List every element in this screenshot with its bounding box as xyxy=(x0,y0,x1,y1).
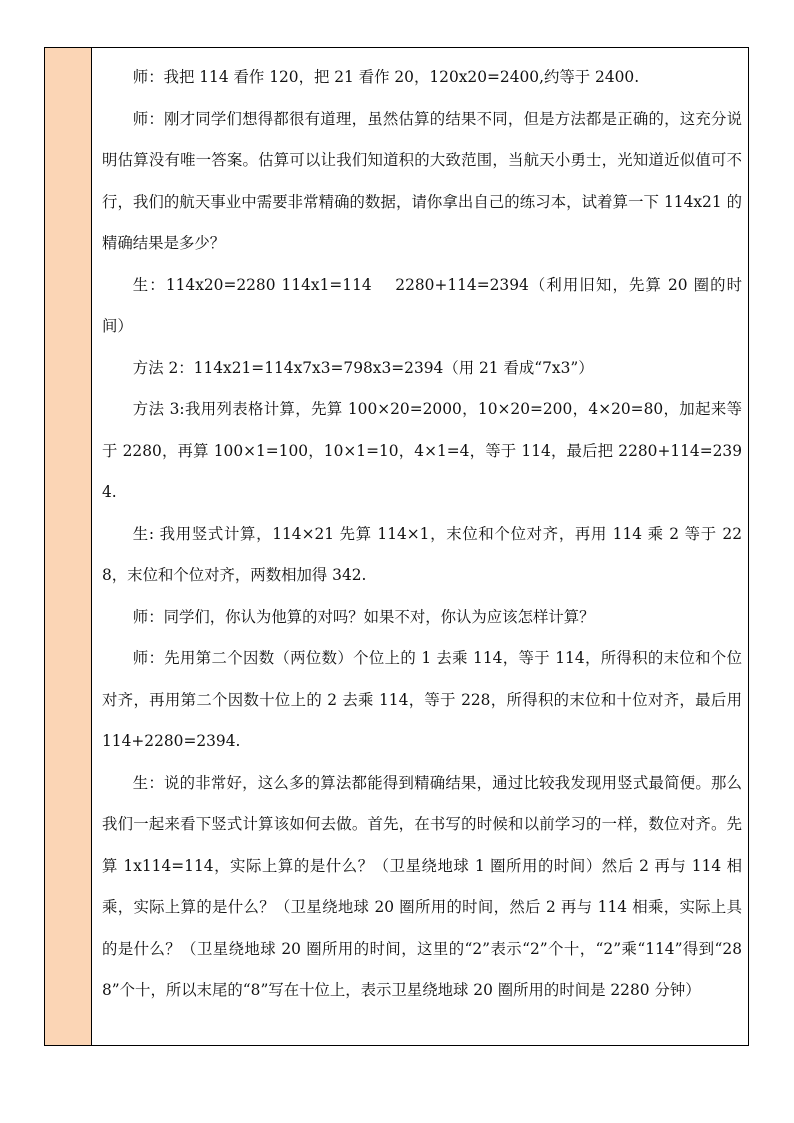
paragraph-student-vertical: 生: 我用竖式计算，114×21 先算 114×1，末位和个位对齐，再用 114 乘 2 等于 228，末位和个位对齐，两数相加得 342. xyxy=(102,524,742,584)
paragraph-student-summary: 生：说的非常好，这么多的算法都能得到精确结果，通过比较我发现用竖式最简便。那么我们一起来看下竖式计算该如何去做。首先，在书写的时候和以前学习的一样，数位对齐。先算 1x114=114，实际上算的是什么？（卫星绕地球 1 圈所用的时间）然后 2 再与 114 相乘，实际上算的是什么？（卫星绕地球 20 圈所用的时间，然后 2 再与 114 相乘，实际上具的是什么？（卫星绕地球 20 圈所用的时间，这里的“2”表示“2”个十，“2”乘“114”得到“288”个十，所以末尾的“8”写在十位上，表示卫星绕地球 20 圈所用的时间是 2280 分钟） xyxy=(102,773,742,999)
side-label-cell xyxy=(45,48,92,1045)
paragraph-teacher-explain: 师：刚才同学们想得都很有道理，虽然估算的结果不同，但是方法都是正确的，这充分说明估算没有唯一答案。估算可以让我们知道积的大致范围，当航天小勇士，光知道近似值可不行，我们的航天事业中需要非常精确的数据，请你拿出自己的练习本，试着算一下 114x21 的精确结果是多少？ xyxy=(102,109,742,252)
paragraph-method-3: 方法 3:我用列表格计算，先算 100×20=2000，10×20=200，4×20=80，加起来等于 2280，再算 100×1=100，10×1=10，4×1=4，等于 114，最后把 2280+114=2394. xyxy=(102,400,742,501)
paragraph-teacher-steps: 师：先用第二个因数（两位数）个位上的 1 去乘 114，等于 114，所得积的末位和个位对齐，再用第二个因数十位上的 2 去乘 114，等于 228，所得积的末位和十位对齐，最后用 114+2280=2394. xyxy=(102,649,742,750)
paragraph-teacher-question: 师：同学们，你认为他算的对吗？如果不对，你认为应该怎样计算？ xyxy=(132,607,595,626)
lesson-content-cell xyxy=(92,48,748,1045)
paragraph-student-method-1: 生：114x20=2280 114x1=114 2280+114=2394（利用旧知，先算 20 圈的时间） xyxy=(102,275,742,335)
paragraph-teacher-estimate: 师：我把 114 看作 120，把 21 看作 20，120x20=2400,约等于 2400. xyxy=(132,68,640,86)
lesson-table xyxy=(44,47,749,1046)
paragraph-method-2: 方法 2：114x21=114x7x3=798x3=2394（用 21 看成“7x3”） xyxy=(132,358,594,377)
